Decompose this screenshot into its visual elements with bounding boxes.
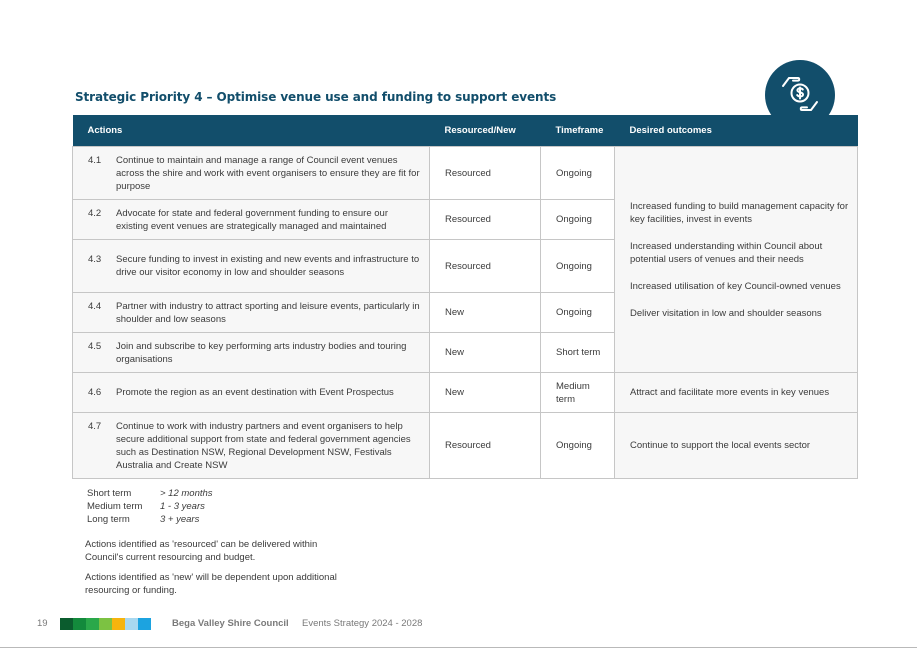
resourced-cell: Resourced bbox=[430, 200, 541, 240]
footer-document-title: Events Strategy 2024 - 2028 bbox=[302, 618, 423, 629]
outcomes-cell: Continue to support the local events sector bbox=[615, 413, 858, 479]
outcomes-cell: Attract and facilitate more events in key venues bbox=[615, 373, 858, 413]
action-cell bbox=[73, 333, 430, 373]
legend-row bbox=[87, 487, 213, 500]
page-title: Strategic Priority 4 – Optimise venue use and funding to support events bbox=[75, 90, 557, 104]
timeframe-cell: Short term bbox=[541, 333, 615, 373]
action-cell bbox=[73, 373, 430, 413]
legend-value: 1 - 3 years bbox=[160, 501, 205, 512]
action-cell bbox=[73, 200, 430, 240]
hand-money-icon bbox=[779, 72, 821, 116]
footer-organisation: Bega Valley Shire Council bbox=[172, 618, 289, 629]
action-text: Secure funding to invest in existing and new events and infrastructure to drive our visitor economy in low and shoulder seasons bbox=[116, 254, 420, 278]
page-number: 19 bbox=[37, 618, 48, 629]
action-text: Advocate for state and federal government funding to ensure our existing event venues are strategically managed and maintained bbox=[116, 207, 388, 232]
legend-row bbox=[87, 513, 213, 526]
color-swatch bbox=[125, 618, 138, 630]
legend-term: Medium term bbox=[87, 501, 143, 512]
action-number: 4.4 bbox=[88, 300, 102, 312]
resourced-cell: Resourced bbox=[430, 147, 541, 200]
timeframe-cell: Ongoing bbox=[541, 200, 615, 240]
header-timeframe: Timeframe bbox=[541, 115, 615, 147]
resourced-cell: New bbox=[430, 293, 541, 333]
note-new: Actions identified as 'new' will be dependent upon additional resourcing or funding. bbox=[85, 572, 337, 596]
color-swatch bbox=[60, 618, 73, 630]
action-text: Continue to work with industry partners and event organisers to help secure additional support from state and federal government agencies such as Destination NSW, Regional Development NSW, Festivals Australia and Create NSW bbox=[116, 420, 411, 471]
timeframe-cell: Ongoing bbox=[541, 293, 615, 333]
resourced-cell: New bbox=[430, 373, 541, 413]
resourced-cell: New bbox=[430, 333, 541, 373]
action-number: 4.3 bbox=[88, 254, 102, 265]
action-text: Continue to maintain and manage a range of Council event venues across the shire and work with event organisers to ensure they are fit for purpose bbox=[116, 154, 420, 192]
table-row bbox=[73, 413, 858, 479]
outcome-item: Increased utilisation of key Council-owned venues bbox=[630, 280, 841, 292]
color-swatch bbox=[99, 618, 112, 630]
resourced-cell: Resourced bbox=[430, 240, 541, 293]
legend-value: 3 + years bbox=[160, 514, 200, 525]
action-number: 4.2 bbox=[88, 207, 102, 219]
action-cell bbox=[73, 293, 430, 333]
timeframe-cell: Ongoing bbox=[541, 413, 615, 479]
action-text: Promote the region as an event destination with Event Prospectus bbox=[116, 387, 394, 398]
table-header-row bbox=[73, 115, 858, 147]
action-cell bbox=[73, 240, 430, 293]
header-resourced: Resourced/New bbox=[430, 115, 541, 147]
outcomes-cell bbox=[615, 147, 858, 373]
outcomes-group bbox=[630, 200, 849, 320]
resourced-cell: Resourced bbox=[430, 413, 541, 479]
legend-term: Short term bbox=[87, 488, 132, 499]
outcome-item: Increased understanding within Council about potential users of venues and their needs bbox=[630, 240, 823, 265]
action-number: 4.1 bbox=[88, 154, 102, 166]
outcome-item: Deliver visitation in low and shoulder seasons bbox=[630, 307, 822, 319]
table-row bbox=[73, 147, 858, 200]
legend-term: Long term bbox=[87, 514, 130, 525]
color-swatch bbox=[86, 618, 99, 630]
legend-row bbox=[87, 500, 213, 513]
outcome-item: Increased funding to build management capacity for key facilities, invest in events bbox=[630, 200, 849, 225]
legend-value: > 12 months bbox=[160, 488, 213, 499]
action-cell bbox=[73, 147, 430, 200]
color-swatch bbox=[73, 618, 86, 630]
action-cell bbox=[73, 413, 430, 479]
timeframe-cell: Ongoing bbox=[541, 147, 615, 200]
brand-color-bar bbox=[60, 618, 151, 630]
color-swatch bbox=[112, 618, 125, 630]
action-number: 4.7 bbox=[88, 420, 102, 432]
action-number: 4.6 bbox=[88, 387, 102, 398]
bottom-divider bbox=[0, 647, 917, 648]
action-text: Join and subscribe to key performing arts industry bodies and touring organisations bbox=[116, 340, 407, 365]
color-swatch bbox=[138, 618, 151, 630]
actions-table bbox=[72, 115, 858, 479]
header-outcomes: Desired outcomes bbox=[615, 115, 858, 147]
timeframe-legend bbox=[87, 487, 213, 526]
action-number: 4.5 bbox=[88, 340, 102, 352]
action-text: Partner with industry to attract sporting and leisure events, particularly in shoulder and low seasons bbox=[116, 300, 420, 325]
note-resourced: Actions identified as 'resourced' can be delivered within Council's current resourcing and budget. bbox=[85, 539, 318, 563]
timeframe-cell: Medium term bbox=[541, 373, 615, 413]
timeframe-cell: Ongoing bbox=[541, 240, 615, 293]
table-row bbox=[73, 373, 858, 413]
header-actions: Actions bbox=[73, 115, 430, 147]
